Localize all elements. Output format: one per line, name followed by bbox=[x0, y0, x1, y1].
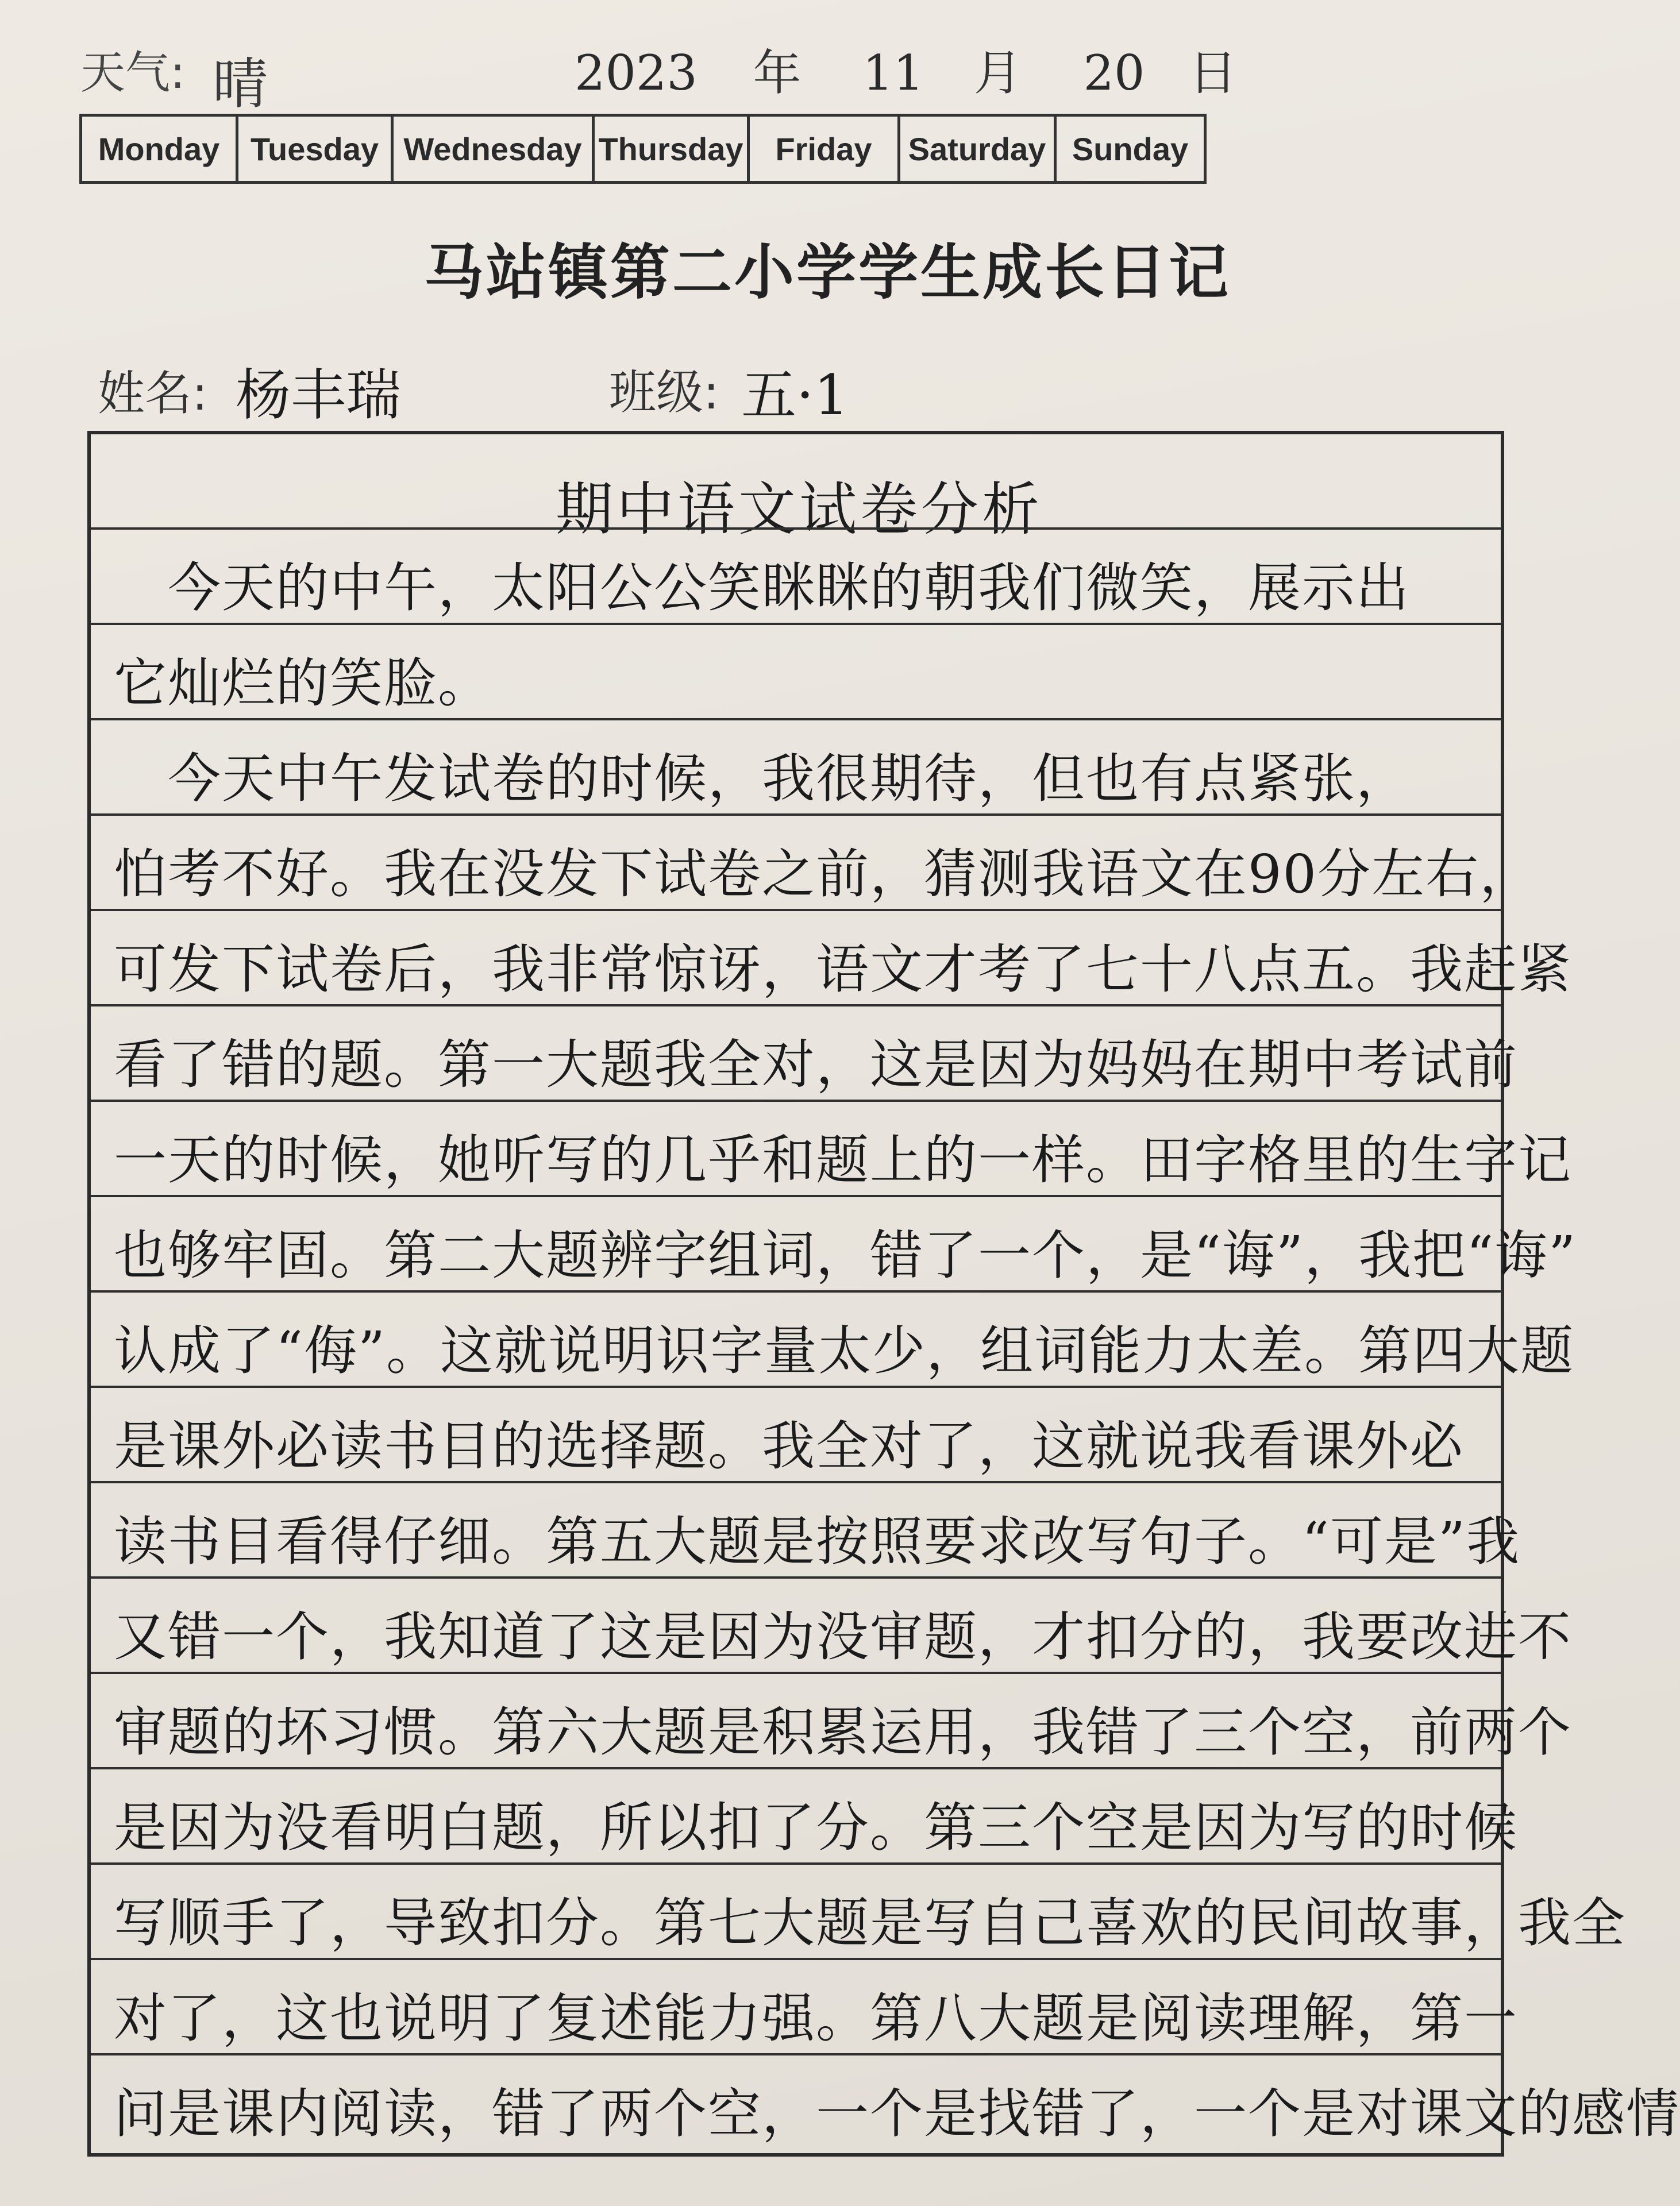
weekday-sunday: Sunday bbox=[1072, 130, 1189, 167]
essay-line: 也够牢固。第二大题辨字组词，错了一个，是“诲”，我把“诲” bbox=[114, 1225, 1577, 1286]
weekday-monday: Monday bbox=[82, 117, 238, 181]
ruled-line bbox=[91, 1386, 1501, 1388]
essay-line: 是因为没看明白题，所以扣了分。第三个空是因为写的时候 bbox=[114, 1797, 1519, 1858]
ruled-line bbox=[91, 1290, 1501, 1293]
essay-line: 看了错的题。第一大题我全对，这是因为妈妈在期中考试前 bbox=[114, 1034, 1519, 1096]
name-value: 杨丰瑞 bbox=[236, 363, 401, 427]
weather-label: 天气: bbox=[80, 47, 186, 99]
essay-line: 读书目看得仔细。第五大题是按照要求改写句子。“可是”我 bbox=[114, 1511, 1521, 1572]
weekday-table bbox=[79, 114, 1207, 184]
weekday-saturday: Saturday bbox=[900, 117, 1057, 181]
essay-line: 怕考不好。我在没发下试卷之前，猜测我语文在90分左右， bbox=[114, 843, 1534, 905]
ruled-line bbox=[91, 813, 1501, 816]
essay-line: 它灿烂的笑脸。 bbox=[114, 653, 492, 714]
date-month: 11 bbox=[862, 45, 924, 101]
date-year-unit: 年 bbox=[753, 45, 802, 101]
essay-line: 写顺手了，导致扣分。第七大题是写自己喜欢的民间故事，我全 bbox=[114, 1892, 1627, 1954]
date-day: 20 bbox=[1083, 45, 1145, 101]
ruled-line bbox=[91, 623, 1501, 625]
ruled-line bbox=[91, 909, 1501, 911]
ruled-line bbox=[91, 1195, 1501, 1197]
essay-line: 一天的时候，她听写的几乎和题上的一样。田字格里的生字记 bbox=[114, 1129, 1573, 1191]
essay-title: 期中语文试卷分析 bbox=[556, 476, 1043, 543]
essay-line: 是课外必读书目的选择题。我全对了，这就说我看课外必 bbox=[114, 1416, 1465, 1477]
weekday-thursday: Thursday bbox=[595, 117, 750, 181]
essay-line: 对了，这也说明了复述能力强。第八大题是阅读理解，第一 bbox=[114, 1988, 1519, 2049]
weekday-wednesday: Wednesday bbox=[394, 117, 595, 181]
ruled-writing-area bbox=[87, 431, 1680, 2157]
ruled-line bbox=[91, 1100, 1501, 1102]
ruled-line bbox=[91, 1767, 1501, 1769]
diary-title: 马站镇第二小学学生成长日记 bbox=[423, 237, 1231, 307]
essay-line: 审题的坏习惯。第六大题是积累运用，我错了三个空，前两个 bbox=[114, 1702, 1573, 1763]
date-row bbox=[575, 34, 1237, 104]
ruled-line bbox=[91, 718, 1501, 720]
ruled-line bbox=[91, 1481, 1501, 1483]
essay-line: 问是课内阅读，错了两个空，一个是找错了，一个是对课文的感情 bbox=[114, 2083, 1680, 2145]
weekday-friday: Friday bbox=[750, 117, 900, 181]
date-month-unit: 月 bbox=[973, 45, 1022, 101]
essay-line: 可发下试卷后，我非常惊讶，语文才考了七十八点五。我赶紧 bbox=[114, 939, 1573, 1000]
ruled-line bbox=[91, 1862, 1501, 1865]
essay-line: 认成了“侮”。这就说明识字量太少，组词能力太差。第四大题 bbox=[114, 1320, 1575, 1382]
essay-line: 今天的中午，太阳公公笑眯眯的朝我们微笑，展示出 bbox=[114, 557, 1411, 619]
ruled-line bbox=[91, 2053, 1501, 2055]
date-year: 2023 bbox=[575, 45, 698, 101]
essay-line: 今天中午发试卷的时候，我很期待，但也有点紧张， bbox=[114, 748, 1411, 809]
ruled-line bbox=[91, 1576, 1501, 1579]
ruled-line bbox=[91, 1958, 1501, 1960]
class-value: 五·1 bbox=[741, 363, 849, 427]
ruled-line bbox=[91, 1004, 1501, 1006]
class-label: 班级: bbox=[609, 365, 719, 420]
name-label: 姓名: bbox=[98, 367, 208, 421]
ruled-line bbox=[91, 1672, 1501, 1674]
ruled-line bbox=[91, 527, 1501, 530]
essay-line: 又错一个，我知道了这是因为没审题，才扣分的，我要改进不 bbox=[114, 1606, 1573, 1668]
weather-value: 晴 bbox=[213, 52, 268, 116]
weekday-tuesday: Tuesday bbox=[238, 117, 394, 181]
date-day-unit: 日 bbox=[1189, 45, 1238, 101]
